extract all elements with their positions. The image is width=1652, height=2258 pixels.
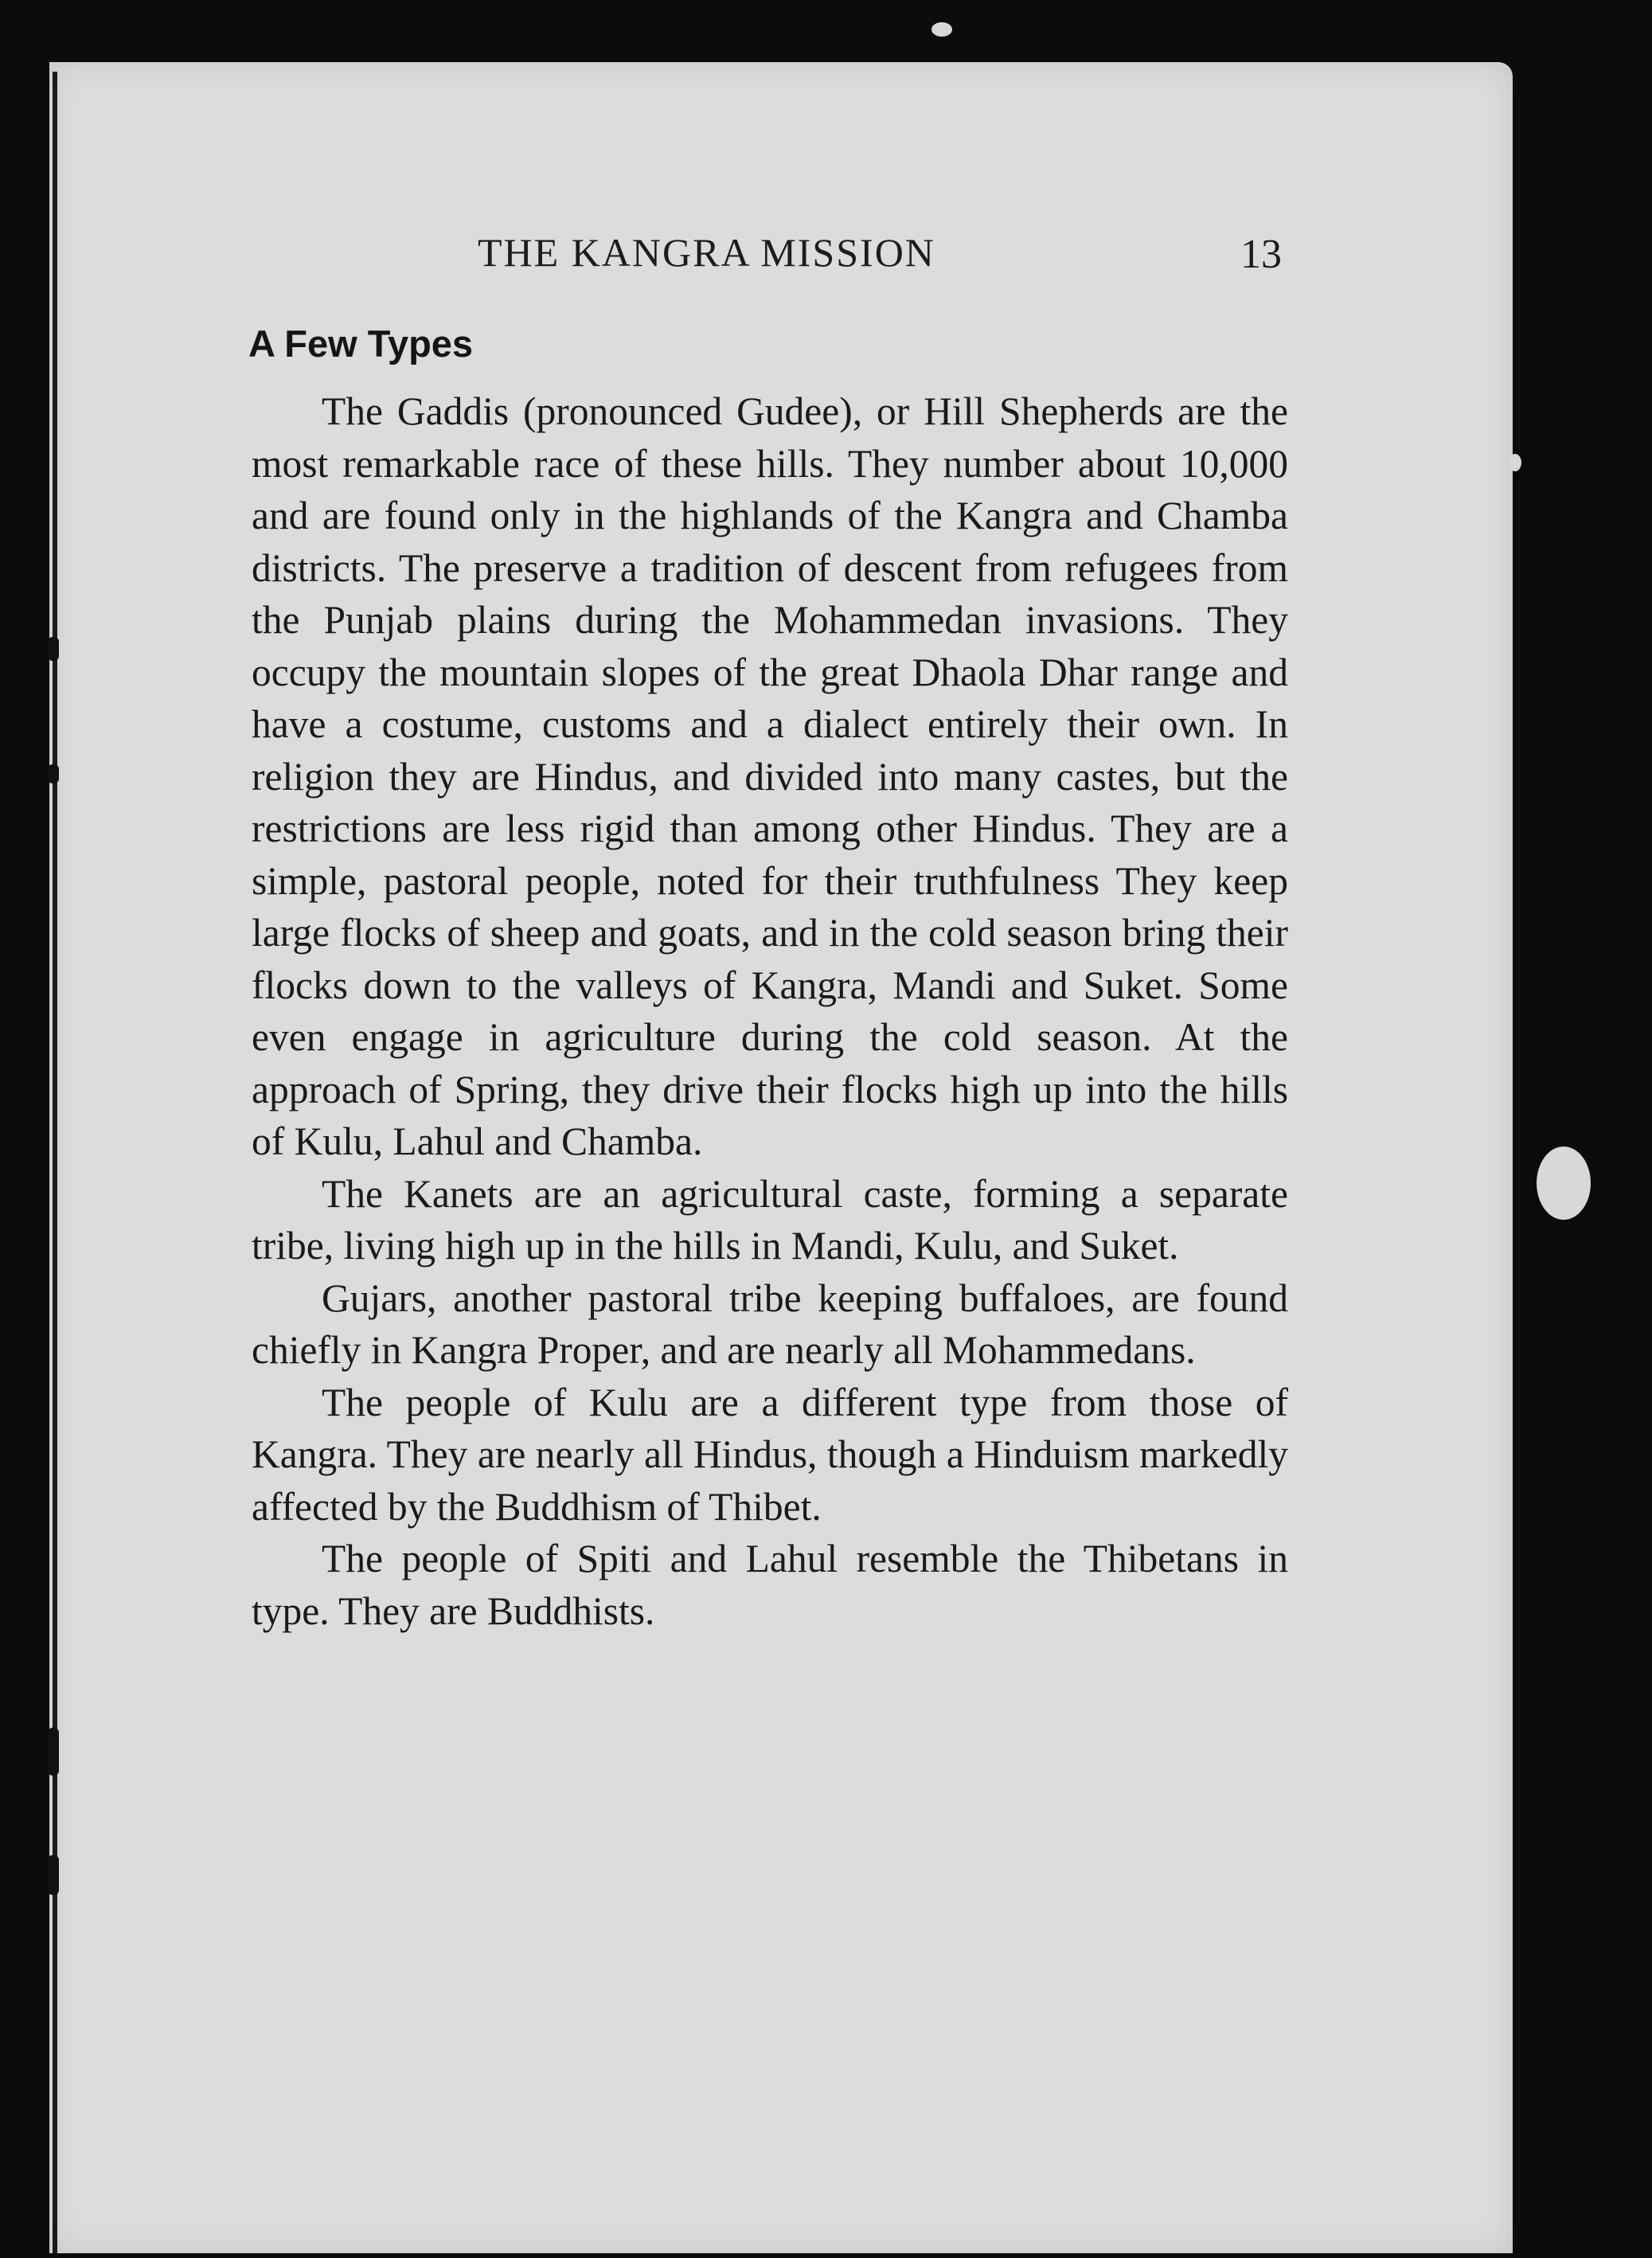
scan-speck	[931, 22, 952, 37]
body-text	[252, 385, 1288, 1637]
page-number: 13	[1240, 232, 1282, 277]
paragraph-gaddis: The Gaddis (pronounced Gudee), or Hill Shepherds are the most remarkable race of these hills. They number about 10,000 and are found only in the highlands of the Kangra and Chamba districts. The preserve a tradition of descent from refugees from the Punjab plains during the Mohammedan invasions. They occupy the mountain slopes of the great Dhaola Dhar range and have a costume, customs and a dialect entirely their own. In religion they are Hindus, and divided into many castes, but the restrictions are less rigid than among other Hindus. They are a simple, pastoral people, noted for their truthfulness They keep large flocks of sheep and goats, and in the cold season bring their flocks down to the valleys of Kangra, Mandi and Suket. Some even engage in agriculture during the cold season. At the approach of Spring, they drive their flocks high up into the hills of Kulu, Lahul and Chamba.	[252, 389, 1288, 1163]
paragraph-kanets: The Kanets are an agricultural caste, forming a separate tribe, living high up in the hills in Mandi, Kulu, and Suket.	[252, 1171, 1288, 1268]
scan-speck	[1537, 1147, 1591, 1220]
paragraph-gujars: Gujars, another pastoral tribe keeping buffaloes, are found chiefly in Kangra Proper, and are nearly all Mohammedans.	[252, 1275, 1288, 1372]
binding-mark	[48, 1855, 59, 1895]
binding-mark	[48, 764, 59, 783]
running-header	[478, 229, 1306, 285]
section-heading: A Few Types	[248, 322, 474, 365]
running-title: THE KANGRA MISSION	[478, 230, 935, 275]
binding-edge	[53, 72, 57, 2253]
binding-mark	[48, 1728, 59, 1776]
scan-speck	[1509, 454, 1521, 471]
paragraph-spiti-lahul: The people of Spiti and Lahul resemble the Thibetans in type. They are Buddhists.	[252, 1537, 1288, 1633]
binding-mark	[48, 637, 59, 661]
paragraph-kulu: The people of Kulu are a different type from those of Kangra. They are nearly all Hindus, though a Hinduism markedly affected by the Buddhism of Thibet.	[252, 1380, 1288, 1529]
